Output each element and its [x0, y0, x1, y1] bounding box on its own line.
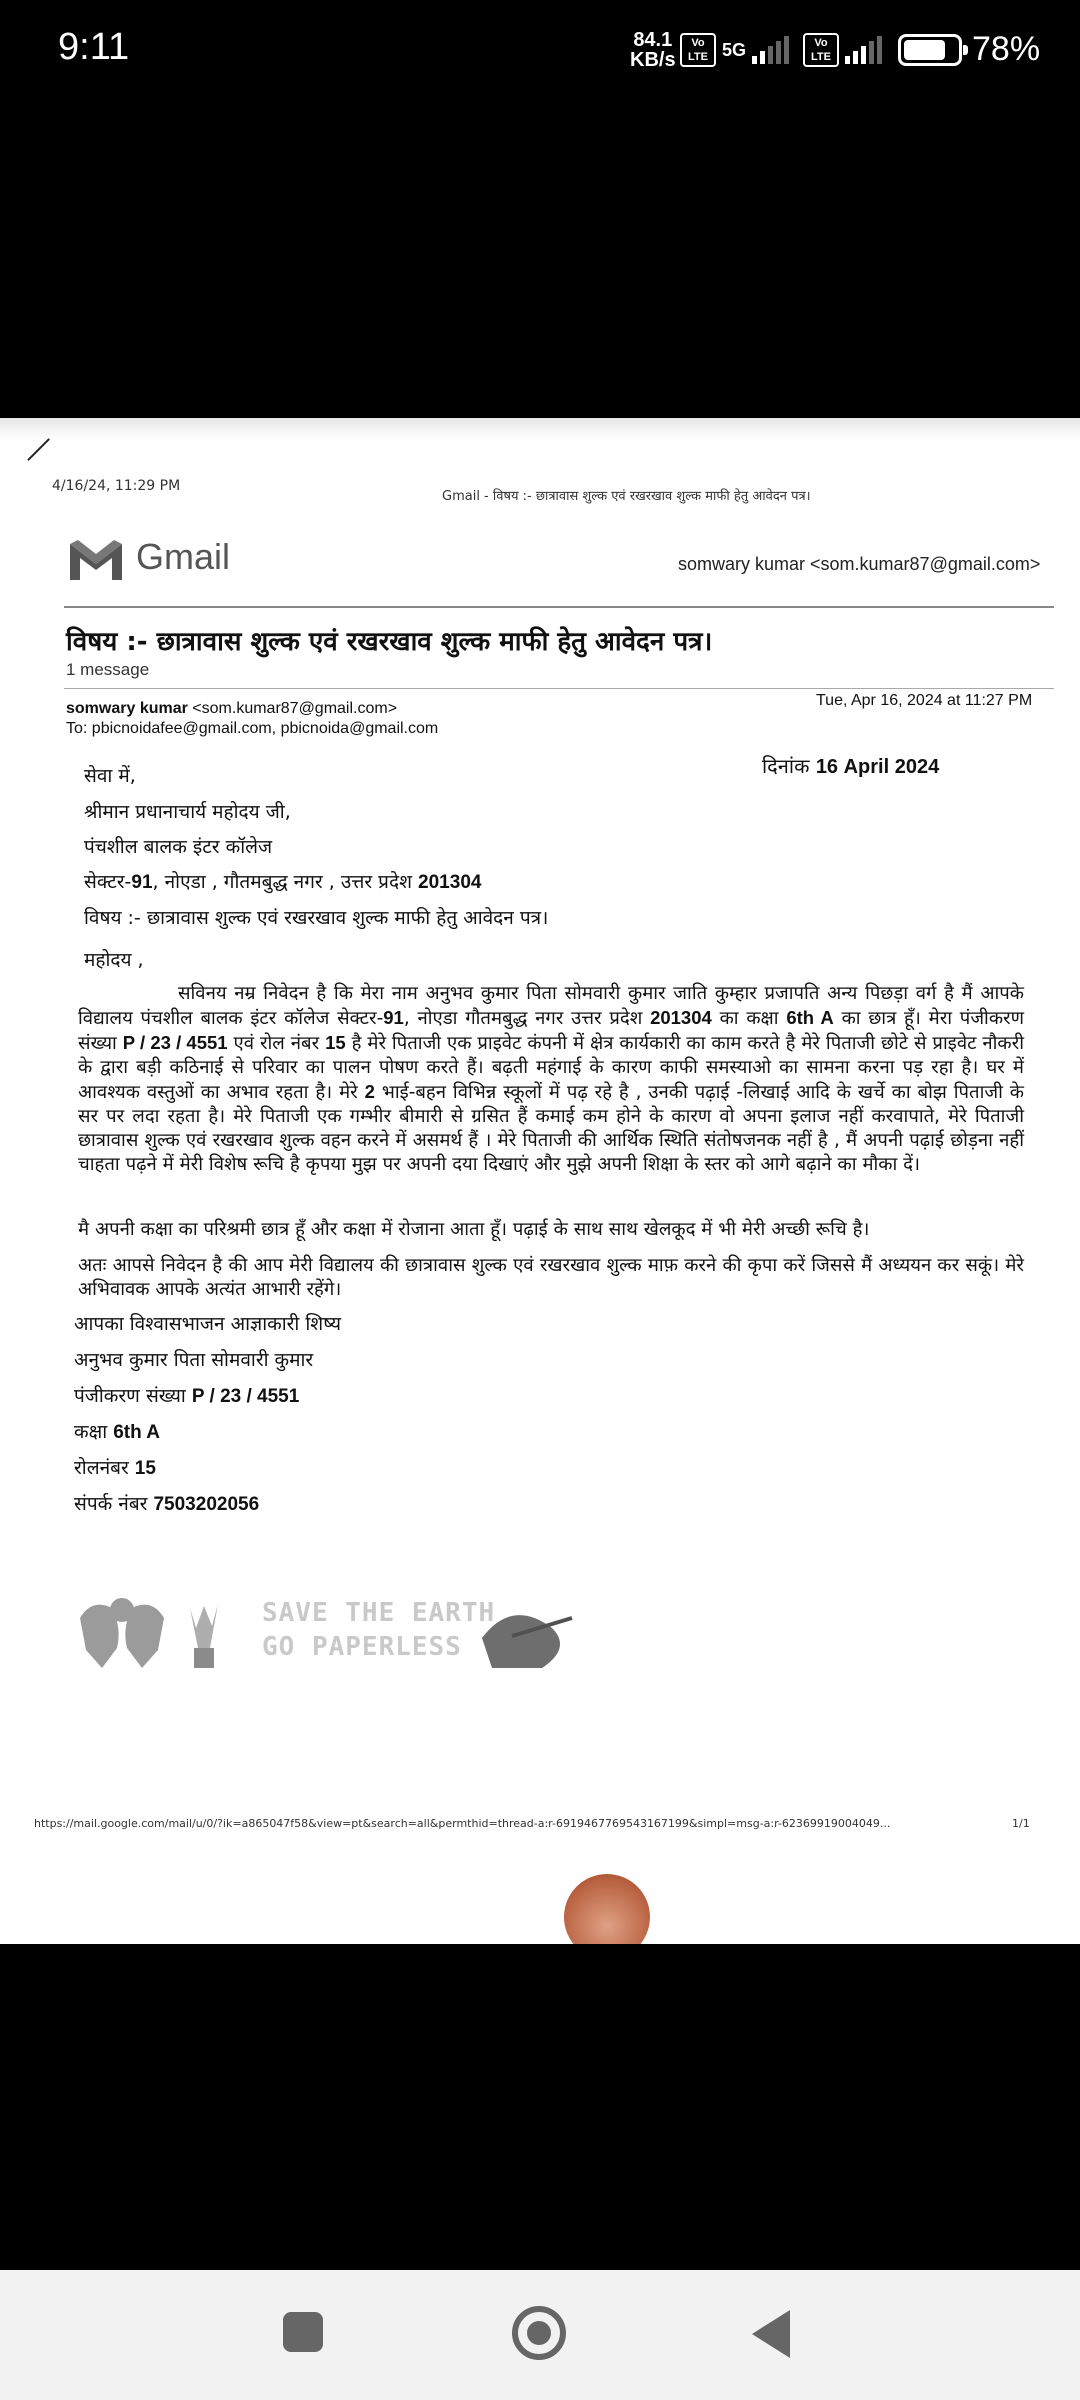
- letter-date: [762, 752, 939, 779]
- letter-paragraph-1: [78, 982, 1024, 1177]
- stamp-line-2: GO PAPERLESS: [262, 1632, 462, 1662]
- print-header-title: Gmail - विषय :- छात्रावास शुल्क एवं रखरखाव शुल्क माफी हेतु आवेदन पत्र।: [442, 489, 811, 504]
- network-speed-unit: KB/s: [630, 49, 676, 71]
- para1-text-c: का कक्षा: [719, 1008, 779, 1029]
- print-footer-url: https://mail.google.com/mail/u/0/?ik=a865047f58&view=pt&search=all&permthid=thread-a:r-6919467769543167199&simpl=msg-a:r-62369919004049...: [34, 1817, 891, 1830]
- status-icons: [680, 30, 882, 70]
- para1-text-g: भाई-बहन विभिन्न स्कूलों में पढ़ रहे है , उनकी पढ़ाई -लिखाई आदि के खर्चे का बोझ पिताजी के सर पर लदा रहता है। मेरे पिताजी एक गम्भीर बीमारी से ग्रसित हैं कमाई कम होने के कारण वो अपना इलाज नहीं करवापाते, मेरे पिताजी छात्रावास शुल्क एवं रखरखाव शुल्क वहन करने में असमर्थ हैं । मेरे पिताजी की आर्थिक स्थिति संतोषजनक नहीं है , मैं अपनी पढ़ाई छोड़ना नहीं चाहता पढ़ने में मेरी विशेष रूचि है कृपया मुझ पर अपनी दया दिखाएं और मुझे अपनी शिक्षा के स्तर को आगे बढ़ाने का मौका दें।: [78, 1082, 1024, 1175]
- letter-greeting: महोदय ,: [84, 949, 144, 971]
- letter-subject: विषय :- छात्रावास शुल्क एवं रखरखाव शुल्क माफी हेतु आवेदन पत्र।: [84, 907, 549, 929]
- home-circle-icon[interactable]: [512, 2306, 566, 2360]
- letter-paragraph-3: अतः आपसे निवेदन है की आप मेरी विद्यालय की छात्रावास शुल्क एवं रखरखाव शुल्क माफ़ करने की कृपा करें जिससे मैं अध्ययन कर सकूं। मेरे अभिवावक आपके अत्यंत आभारी रहेंगे।: [78, 1255, 1024, 1300]
- para1-roll: 15: [325, 1032, 346, 1053]
- closing-roll: [74, 1454, 156, 1480]
- para1-text-e: एवं रोल नंबर: [233, 1033, 320, 1054]
- address-mid: , नोएडा , गौतमबुद्ध नगर , उत्तर प्रदेश: [152, 871, 412, 893]
- recipient-address: [84, 868, 481, 894]
- closing-contact: [74, 1490, 259, 1516]
- para1-text-f: है मेरे पिताजी एक प्राइवेट कंपनी में क्षेत्र कार्यकारी का काम करते है मेरे पिताजी छोटे से प्राइवेट नौकरी के द्वारा बड़ी कठिनाई से परिवार का पालन पोषण करते हैं। बढ़ती महंगाई के कारण काफी समस्याओ का सामना करना पड़ रहा है। घर में आवश्यक वस्तुओं का अभाव रहता है। मेरे: [78, 1033, 1024, 1103]
- battery-icon: [898, 34, 962, 66]
- status-bar: [0, 0, 1080, 100]
- account-header: somwary kumar <som.kumar87@gmail.com>: [678, 554, 1041, 574]
- closing-class: [74, 1418, 160, 1444]
- address-prefix: सेक्टर-: [84, 871, 132, 893]
- message-count: 1 message: [66, 660, 150, 679]
- closing-registration-label: पंजीकरण संख्या: [74, 1385, 186, 1407]
- letter-date-label: दिनांक: [762, 754, 810, 778]
- closing-roll-value: 15: [134, 1458, 156, 1479]
- sent-timestamp: Tue, Apr 16, 2024 at 11:27 PM: [816, 692, 1033, 709]
- back-triangle-icon[interactable]: [752, 2310, 790, 2358]
- email-subject: विषय :- छात्रावास शुल्क एवं रखरखाव शुल्क माफी हेतु आवेदन पत्र।: [66, 627, 713, 657]
- gmail-wordmark: Gmail: [136, 536, 231, 577]
- navigation-bar: [0, 2270, 1080, 2400]
- closing-registration-value: P / 23 / 4551: [191, 1386, 300, 1407]
- closing-class-label: कक्षा: [74, 1421, 108, 1443]
- closing-contact-label: संपर्क नंबर: [74, 1493, 148, 1515]
- printed-page: [0, 418, 1080, 1944]
- para1-registration: P / 23 / 4551: [122, 1032, 228, 1053]
- closing-line-2: अनुभव कुमार पिता सोमवारी कुमार: [74, 1349, 314, 1371]
- recipient-line-1: श्रीमान प्रधानाचार्य महोदय जी,: [84, 801, 291, 823]
- para1-text-d: का छात्र हूँ। मेरा पंजीकरण संख्या: [78, 1008, 1024, 1054]
- battery-level: [904, 40, 945, 60]
- volte-icon: Vo LTE: [680, 33, 716, 67]
- para1-sector: 91: [383, 1007, 404, 1028]
- letter-paragraph-2: मै अपनी कक्षा का परिश्रमी छात्र हूँ और कक्षा में रोजाना आता हूँ। पढ़ाई के साथ साथ खेलकूद में भी मेरी अच्छी रूचि है।: [78, 1219, 870, 1240]
- network-speed-value: 84.1: [633, 29, 673, 51]
- para1-text-a: सविनय नम्र निवेदन है कि मेरा नाम अनुभव कुमार पिता सोमवारी कुमार जाति कुम्हार प्रजापति अन्य पिछड़ा वर्ग है मैं आपके विद्यालय पंचशील बालक इंटर कॉलेज सेक्टर-: [78, 983, 1024, 1029]
- gmail-logo-icon: [66, 536, 126, 582]
- battery-percent: 78%: [972, 30, 1041, 68]
- network-speed: [630, 30, 676, 70]
- stamp-line-1: SAVE THE EARTH: [262, 1598, 496, 1628]
- address-sector: 91: [131, 872, 153, 893]
- document-image[interactable]: [0, 418, 1080, 1944]
- para1-siblings: 2: [364, 1081, 375, 1102]
- closing-registration: [74, 1382, 299, 1408]
- recipient-line-2: पंचशील बालक इंटर कॉलेज: [84, 836, 273, 858]
- clock: 9:11: [58, 26, 130, 68]
- signal-strength-icon-sim2: [845, 36, 882, 64]
- sender-line: [66, 700, 397, 718]
- letter-date-value: 16 April 2024: [815, 756, 940, 778]
- print-datetime: 4/16/24, 11:29 PM: [52, 478, 181, 494]
- para1-pin: 201304: [650, 1007, 712, 1028]
- para1-text-b: , नोएडा गौतमबुद्ध नगर उत्तर प्रदेश: [403, 1008, 643, 1029]
- print-footer-page: 1/1: [1012, 1817, 1030, 1830]
- go-paperless-stamp: [262, 1596, 495, 1664]
- finger-in-photo: [564, 1874, 650, 1944]
- subject-divider: [64, 688, 1054, 689]
- closing-contact-value: 7503202056: [153, 1494, 260, 1515]
- sender-name: somwary kumar: [66, 700, 188, 717]
- sender-email: <som.kumar87@gmail.com>: [192, 700, 398, 717]
- closing-class-value: 6th A: [113, 1422, 160, 1443]
- header-divider: [64, 606, 1054, 608]
- recipients: To: pbicnoidafee@gmail.com, pbicnoida@gmail.com: [66, 720, 439, 737]
- address-pin: 201304: [418, 872, 482, 893]
- letter-salutation: सेवा में,: [84, 765, 136, 787]
- signal-strength-icon: [752, 36, 789, 64]
- volte-icon-sim2: Vo LTE: [803, 33, 839, 67]
- closing-roll-label: रोलनंबर: [74, 1457, 129, 1479]
- network-type: 5G: [722, 40, 747, 60]
- closing-line-1: आपका विश्वासभाजन आज्ञाकारी शिष्य: [74, 1313, 341, 1335]
- para1-class: 6th A: [786, 1007, 834, 1028]
- recents-square-icon[interactable]: [283, 2312, 323, 2352]
